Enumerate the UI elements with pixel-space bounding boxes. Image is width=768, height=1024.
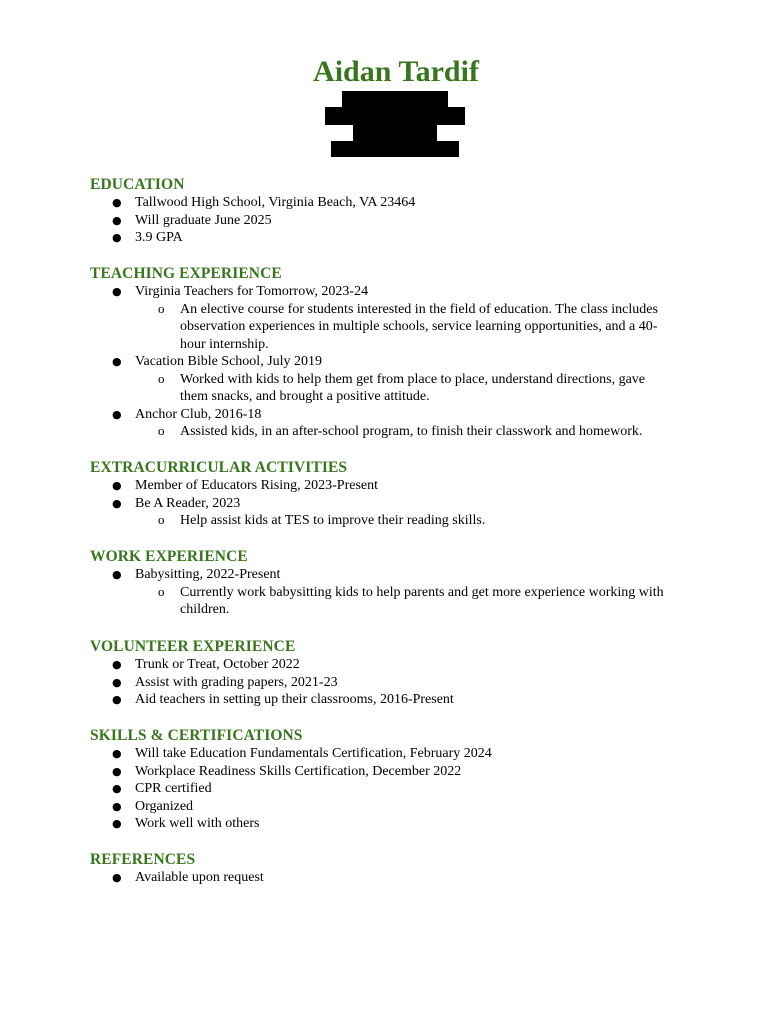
section-heading: REFERENCES bbox=[90, 851, 196, 868]
item-text: Vacation Bible School, July 2019 bbox=[135, 354, 323, 369]
section-skills-certifications bbox=[90, 726, 730, 833]
sub-item-text: o An elective course for students interested in the field of education. The class includes observation experiences in multiple schools, service learning opportunities, and a 40-hour internship. bbox=[180, 301, 658, 352]
list-item: ● CPR certified bbox=[90, 780, 730, 798]
list-item: ● Will graduate June 2025 bbox=[90, 212, 730, 230]
section-heading: EXTRACURRICULAR ACTIVITIES bbox=[90, 459, 348, 476]
item-text: Anchor Club, 2016-18 bbox=[135, 406, 262, 422]
list-item bbox=[90, 406, 730, 441]
section-extracurricular bbox=[90, 458, 730, 530]
list-item bbox=[90, 566, 730, 619]
item-text: Babysitting, 2022-Present bbox=[135, 567, 281, 582]
sub-list-item bbox=[90, 371, 730, 406]
sub-item-text: o Worked with kids to help them get from place to place, understand directions, gave them snacks, and brought a positive attitude. bbox=[180, 371, 646, 404]
redaction-bar bbox=[331, 141, 459, 157]
section-heading: WORK EXPERIENCE bbox=[90, 548, 248, 565]
list-item: ● Trunk or Treat, October 2022 bbox=[90, 656, 730, 674]
list-item: ● Will take Education Fundamentals Certification, February 2024 bbox=[90, 745, 730, 763]
section-education bbox=[90, 175, 730, 247]
section-work-experience bbox=[90, 547, 730, 619]
section-heading: TEACHING EXPERIENCE bbox=[90, 265, 282, 282]
list-item: ● Available upon request bbox=[90, 869, 730, 887]
item-text: Member of Educators Rising, 2023-Present bbox=[135, 478, 379, 493]
sub-item-text: o Help assist kids at TES to improve their reading skills. bbox=[180, 513, 486, 528]
section-volunteer-experience bbox=[90, 637, 730, 709]
sub-list-item bbox=[90, 423, 730, 441]
sub-list-item bbox=[90, 584, 730, 619]
section-teaching-experience bbox=[90, 264, 730, 441]
section-references bbox=[90, 850, 730, 887]
section-heading: VOLUNTEER EXPERIENCE bbox=[90, 638, 296, 655]
list-item: ● Aid teachers in setting up their classrooms, 2016-Present bbox=[90, 691, 730, 709]
sub-item-text: o Assisted kids, in an after-school program, to finish their classwork and homework. bbox=[180, 424, 643, 439]
list-item bbox=[90, 283, 730, 353]
list-item: ● Assist with grading papers, 2021-23 bbox=[90, 674, 730, 692]
item-text: Be A Reader, 2023 bbox=[135, 495, 241, 511]
list-item: ● 3.9 GPA bbox=[90, 229, 730, 247]
sub-list-item bbox=[90, 512, 730, 530]
list-item: ● Workplace Readiness Skills Certification, December 2022 bbox=[90, 763, 730, 781]
resume-name: Aidan Tardif bbox=[313, 55, 479, 88]
redaction-bar bbox=[325, 107, 465, 125]
section-heading: EDUCATION bbox=[90, 176, 185, 193]
redaction-bar bbox=[342, 91, 448, 107]
redaction-bar bbox=[353, 124, 437, 142]
sub-list-item bbox=[90, 301, 730, 354]
list-item: ● Tallwood High School, Virginia Beach, VA 23464 bbox=[90, 194, 730, 212]
list-item bbox=[90, 353, 730, 406]
list-item bbox=[90, 495, 730, 530]
list-item: ● Organized bbox=[90, 798, 730, 816]
item-text: Virginia Teachers for Tomorrow, 2023-24 bbox=[135, 284, 369, 299]
section-heading: SKILLS & CERTIFICATIONS bbox=[90, 727, 303, 744]
sub-item-text: o Currently work babysitting kids to help parents and get more experience working with children. bbox=[180, 584, 664, 617]
list-item: ● Work well with others bbox=[90, 815, 730, 833]
list-item bbox=[90, 477, 730, 495]
